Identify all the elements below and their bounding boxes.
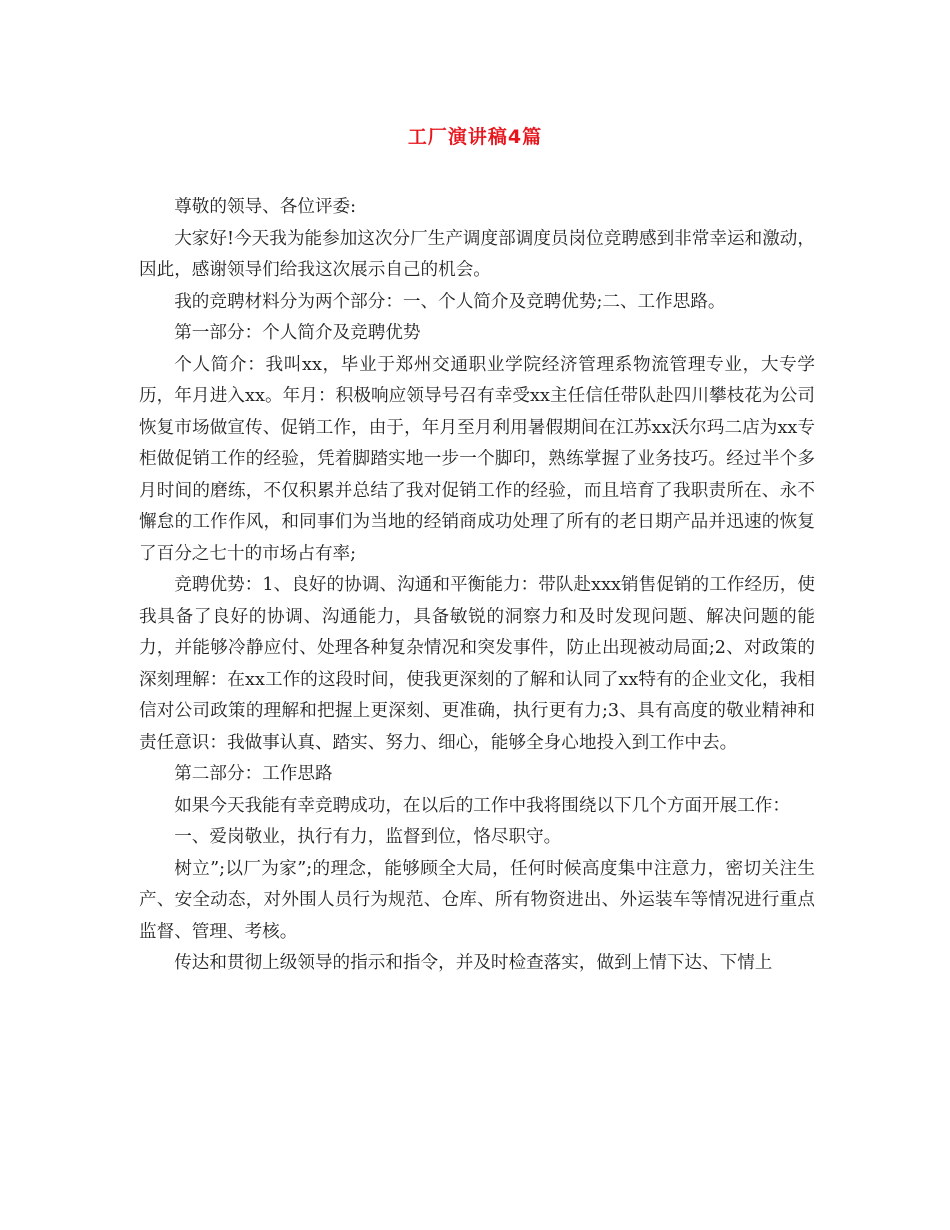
paragraph-point-one: 一、爱岗敬业，执行有力，监督到位，恪尽职守。 xyxy=(174,827,562,847)
paragraph-factory-home: 树立”;以厂为家”;的理念，能够顾全大局，任何时候高度集中注意力，密切关注生产、安全动态，对外围人员行为规范、仓库、所有物资进出、外运装车等情况进行重点监督、管理、考核。 xyxy=(139,858,815,942)
paragraph-greeting: 大家好!今天我为能参加这次分厂生产调度部调度员岗位竞聘感到非常幸运和激动，因此，感谢领导们给我这次展示自己的机会。 xyxy=(139,228,815,280)
paragraph-advantages: 竞聘优势：1、良好的协调、沟通和平衡能力：带队赴xxx销售促销的工作经历，使我具备了良好的协调、沟通能力，具备敏锐的洞察力和及时发现问题、解决问题的能力，并能够冷静应付、处理各种复杂情况和突发事件，防止出现被动局面;2、对政策的深刻理解：在xx工作的这段时间，使我更深刻的了解和认同了xx特有的企业文化，我相信对公司政策的理解和把握上更深刻、更准确，执行更有力;3、具有高度的敬业精神和责任意识：我做事认真、踏实、努力、细心，能够全身心地投入到工作中去。 xyxy=(139,575,815,753)
paragraph-salutation: 尊敬的领导、各位评委: xyxy=(174,197,357,217)
section-heading-part-one: 第一部分：个人简介及竞聘优势 xyxy=(174,323,421,343)
paragraph-convey-instructions: 传达和贯彻上级领导的指示和指令，并及时检查落实，做到上情下达、下情上 xyxy=(174,953,773,973)
document-body xyxy=(139,192,815,980)
document-title: 工厂演讲稿4篇 xyxy=(407,126,543,148)
paragraph-personal-intro: 个人简介：我叫xx，毕业于郑州交通职业学院经济管理系物流管理专业，大专学历，年月进入xx。年月：积极响应领导号召有幸受xx主任信任带队赴四川攀枝花为公司恢复市场做宣传、促销工作，由于，年月至月利用暑假期间在江苏xx沃尔玛二店为xx专柜做促销工作的经验，凭着脚踏实地一步一个脚印，熟练掌握了业务技巧。经过半个多月时间的磨练，不仅积累并总结了我对促销工作的经验，而且培育了我职责所在、永不懈怠的工作作风，和同事们为当地的经销商成功处理了所有的老日期产品并迅速的恢复了百分之七十的市场占有率; xyxy=(139,354,815,564)
paragraph-outline: 我的竞聘材料分为两个部分：一、个人简介及竞聘优势;二、工作思路。 xyxy=(174,291,726,312)
section-heading-part-two: 第二部分：工作思路 xyxy=(174,764,333,784)
paragraph-work-plan-intro: 如果今天我能有幸竞聘成功，在以后的工作中我将围绕以下几个方面开展工作： xyxy=(174,795,790,816)
